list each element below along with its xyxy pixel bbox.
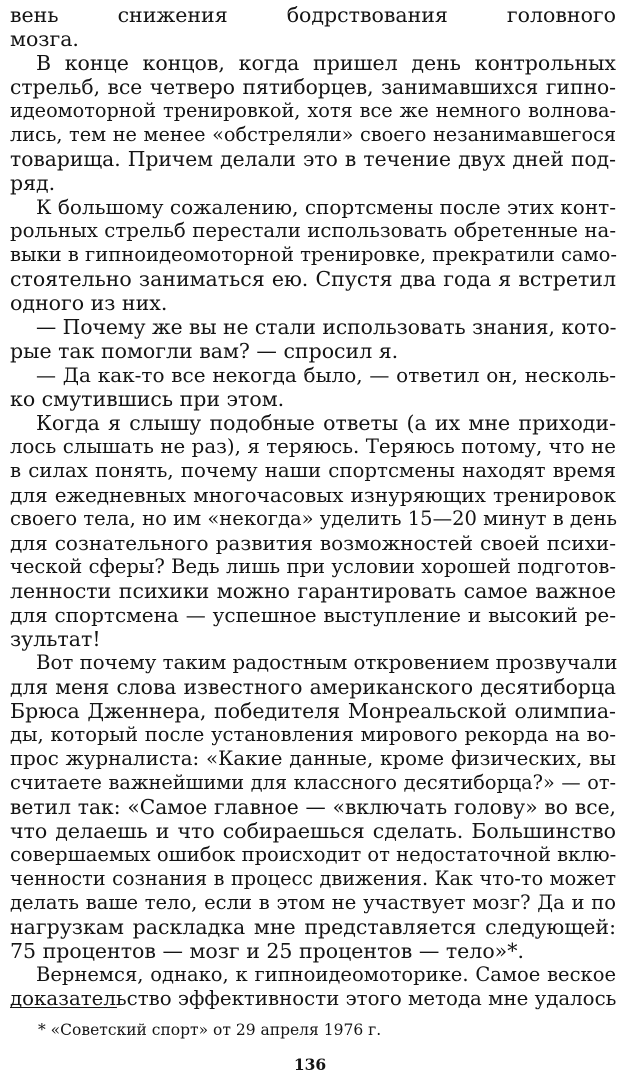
text-line: ческой сферы? Ведь лишь при условии хорошей подготов-	[10, 555, 616, 578]
text-line: лись, тем не менее «обстреляли» своего незанимавшегося	[10, 123, 616, 146]
text-line: одного из них.	[10, 291, 168, 315]
text-line: что делаешь и что собираешься сделать. Большинство	[10, 819, 616, 843]
text-line: ко смутившись при этом.	[10, 387, 285, 411]
text-line: рые так помогли вам? — спросил я.	[10, 339, 399, 363]
text-line: ды, который после установления мирового рекорда на во-	[10, 723, 616, 746]
text-line: для спортсмена — успешное выступление и высокий ре-	[10, 603, 616, 627]
text-line: зультат!	[10, 627, 101, 651]
text-line: для ежедневных многочасовых изнуряющих тренировок	[10, 483, 616, 507]
text-line: ветил так: «Самое главное — «включать голову» во все,	[10, 795, 616, 819]
footnote-separator	[10, 1007, 117, 1008]
text-line: мозга.	[10, 27, 79, 51]
text-line: — Да как-то все некогда было, — ответил он, несколь-	[36, 363, 616, 387]
text-line: Вот почему таким радостным откровением прозвучали	[36, 651, 618, 674]
text-line: — Почему же вы не стали использовать знания, кото-	[36, 315, 617, 339]
text-line: Вернемся, однако, к гипноидеомоторике. Самое веское	[36, 963, 616, 986]
text-line: считаете важнейшими для классного десятиборца?» — от-	[10, 771, 616, 794]
text-line: идеомоторной тренировкой, хотя все же немного волнова-	[10, 99, 616, 122]
footnote: * «Советский спорт» от 29 апреля 1976 г.	[38, 1021, 382, 1039]
text-line: для меня слова известного американского десятиборца	[10, 675, 616, 699]
text-line: для сознательного развития возможностей своей психи-	[10, 531, 616, 555]
text-line: стоятельно заниматься ею. Спустя два года я встретил	[10, 267, 616, 291]
text-line: рольных стрельб перестали использовать обретенные на-	[10, 219, 616, 242]
text-line: прос журналиста: «Какие данные, кроме физических, вы	[10, 747, 616, 770]
text-line: своего тела, но им «некогда» уделить 15—20 минут в день	[10, 507, 618, 530]
page-number: 136	[293, 1055, 327, 1074]
text-line: ряд.	[10, 171, 56, 195]
text-line: совершаемых ошибок происходит от недостаточной вклю-	[10, 843, 617, 866]
text-line: 75 процентов — мозг и 25 процентов — тело»*.	[10, 939, 524, 963]
text-line: товарища. Причем делали это в течение двух дней под-	[10, 147, 616, 171]
text-line: Когда я слышу подобные ответы (а их мне приходи-	[36, 411, 616, 435]
text-line: выки в гипноидеомоторной тренировке, прекратили само-	[10, 243, 617, 266]
text-line: Брюса Дженнера, победителя Монреальской олимпиа-	[10, 699, 616, 723]
text-line: В конце концов, когда пришел день контрольных	[36, 51, 616, 75]
text-line: стрельб, все четверо пятиборцев, занимавшихся гипно-	[10, 75, 616, 99]
text-line: в силах понять, почему наши спортсмены находят время	[10, 459, 616, 482]
text-line: лось слышать не раз), я теряюсь. Теряюсь потому, что не	[10, 435, 616, 458]
text-line: К большому сожалению, спортсмены после этих конт-	[36, 195, 616, 219]
text-line: вень снижения бодрствования головного	[10, 3, 616, 27]
text-line: доказательство эффективности этого метода мне удалось	[10, 987, 617, 1010]
text-line: ленности психики можно гарантировать самое важное	[10, 579, 616, 603]
text-line: делать ваше тело, если в этом не участвует мозг? Да и по	[10, 891, 616, 914]
text-line: ченности сознания в процесс движения. Как что-то может	[10, 867, 616, 890]
text-line: нагрузкам раскладка мне представляется следующей:	[10, 915, 616, 939]
